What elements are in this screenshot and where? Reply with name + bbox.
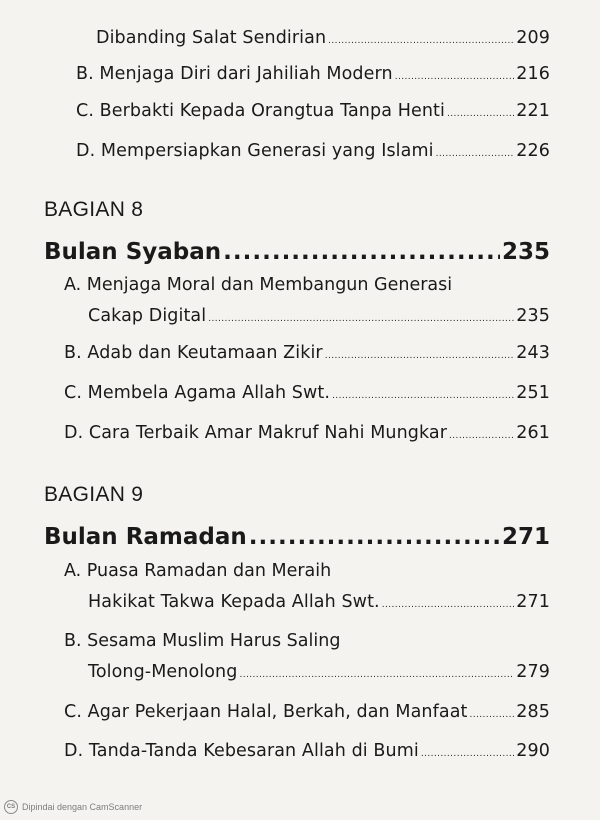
dot-leader	[223, 239, 500, 265]
camscanner-logo-icon: CS	[4, 800, 18, 814]
toc-entry-title-line2: Cakap Digital	[88, 306, 207, 326]
toc-entry-title: D. Tanda-Tanda Kebesaran Allah di Bumi	[64, 741, 419, 761]
toc-entry-page: 216	[516, 64, 550, 84]
toc-entry-page: 221	[516, 101, 550, 121]
dot-leader	[395, 72, 515, 82]
toc-entry	[76, 141, 550, 161]
dot-leader	[325, 351, 515, 361]
toc-entry	[64, 383, 550, 403]
dot-leader	[382, 600, 515, 610]
toc-entry-title-line1: B. Sesama Muslim Harus Saling	[64, 631, 341, 651]
toc-entry-title: D. Cara Terbaik Amar Makruf Nahi Mungkar	[64, 423, 448, 443]
scanner-watermark-text: Dipindai dengan CamScanner	[22, 802, 143, 812]
chapter-page: 271	[501, 524, 550, 550]
dot-leader	[436, 149, 515, 159]
toc-entry-page: 209	[516, 28, 550, 48]
toc-entry	[88, 592, 550, 612]
toc-entry-page: 243	[516, 343, 550, 363]
dot-leader	[449, 431, 514, 441]
dot-leader	[332, 391, 514, 401]
toc-entry-title-line2: Tolong-Menolong	[88, 662, 238, 682]
toc-entry	[64, 343, 550, 363]
chapter-heading	[44, 239, 550, 265]
section-label: BAGIAN 8	[44, 198, 144, 221]
toc-entry-title: C. Agar Pekerjaan Halal, Berkah, dan Manfaat	[64, 702, 468, 722]
toc-entry	[96, 28, 550, 48]
chapter-title: Bulan Ramadan	[44, 524, 247, 550]
toc-entry	[88, 306, 550, 326]
toc-entry	[64, 741, 550, 761]
toc-entry-title-line2: Hakikat Takwa Kepada Allah Swt.	[88, 592, 380, 612]
toc-entry	[64, 423, 550, 443]
toc-entry-title: Dibanding Salat Sendirian	[96, 28, 327, 48]
toc-entry	[76, 64, 550, 84]
dot-leader	[421, 749, 514, 759]
toc-entry-title: C. Membela Agama Allah Swt.	[64, 383, 331, 403]
toc-entry-page: 271	[516, 592, 550, 612]
section-label: BAGIAN 9	[44, 483, 144, 506]
toc-entry-page: 290	[516, 741, 550, 761]
dot-leader	[239, 670, 514, 680]
toc-entry-page: 235	[516, 306, 550, 326]
dot-leader	[208, 314, 514, 324]
toc-entry-page: 261	[516, 423, 550, 443]
toc-entry-title-line1: A. Puasa Ramadan dan Meraih	[64, 561, 332, 581]
toc-entry-page: 285	[516, 702, 550, 722]
toc-entry-title: D. Mempersiapkan Generasi yang Islami	[76, 141, 434, 161]
dot-leader	[447, 109, 514, 119]
toc-entry	[64, 702, 550, 722]
toc-entry	[88, 662, 550, 682]
chapter-page: 235	[501, 239, 550, 265]
toc-entry-page: 279	[516, 662, 550, 682]
chapter-heading	[44, 524, 550, 550]
toc-entry	[76, 101, 550, 121]
scanner-watermark	[4, 800, 142, 814]
toc-entry-page: 226	[516, 141, 550, 161]
dot-leader	[328, 36, 514, 46]
toc-entry-title: B. Menjaga Diri dari Jahiliah Modern	[76, 64, 393, 84]
toc-entry-title: B. Adab dan Keutamaan Zikir	[64, 343, 323, 363]
dot-leader	[470, 710, 515, 720]
toc-entry-title: C. Berbakti Kepada Orangtua Tanpa Henti	[76, 101, 445, 121]
toc-entry-title-line1: A. Menjaga Moral dan Membangun Generasi	[64, 275, 453, 295]
dot-leader	[249, 524, 500, 550]
toc-entry-page: 251	[516, 383, 550, 403]
chapter-title: Bulan Syaban	[44, 239, 222, 265]
